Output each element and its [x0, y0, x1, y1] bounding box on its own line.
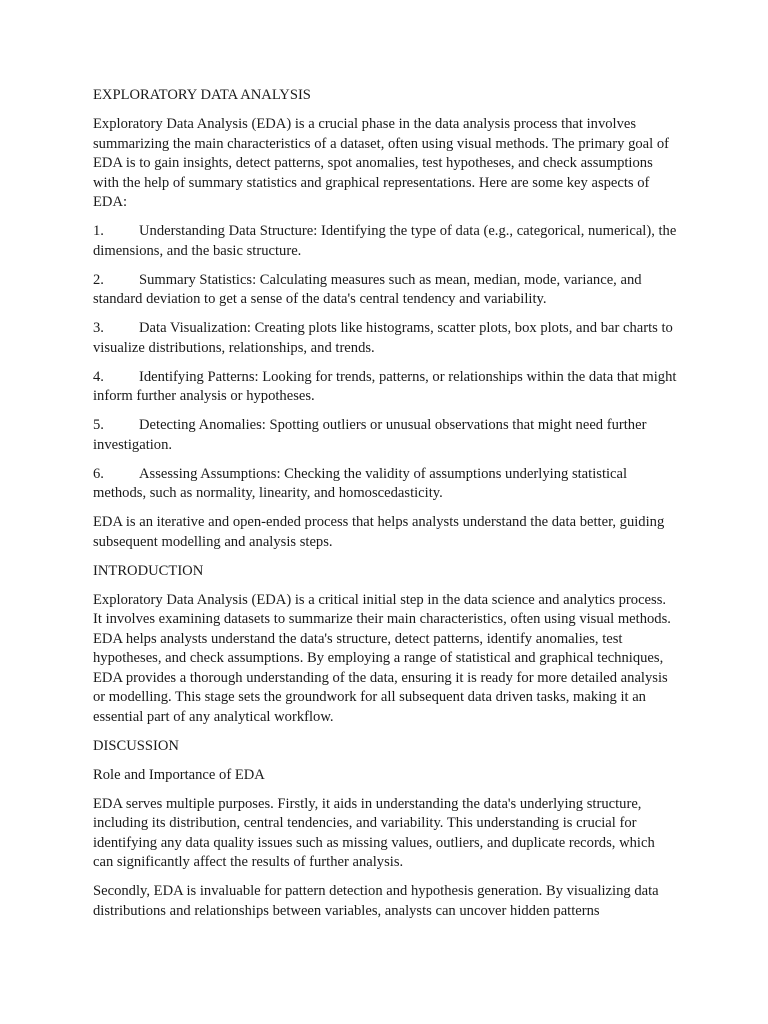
- aspect-text: Identifying Patterns: Looking for trends, patterns, or relationships within the data that might inform further analysis or hypotheses.: [93, 368, 677, 404]
- role-paragraph: Secondly, EDA is invaluable for pattern detection and hypothesis generation. By visualizing data distributions and relationships between variables, analysts can uncover hidden patterns: [93, 883, 659, 919]
- aspect-text: Summary Statistics: Calculating measures such as mean, median, mode, variance, and standard deviation to get a sense of the data's central tendency and variability.: [93, 271, 642, 307]
- discussion-heading: DISCUSSION: [93, 737, 179, 754]
- aspect-list-item: [93, 271, 678, 310]
- document-title: EXPLORATORY DATA ANALYSIS: [93, 87, 311, 103]
- aspect-list-item: [93, 222, 678, 261]
- aspect-number: 4.: [93, 368, 104, 385]
- aspect-number: 6.: [93, 465, 104, 482]
- aspect-number: 3.: [93, 320, 104, 336]
- aspect-text: Data Visualization: Creating plots like histograms, scatter plots, box plots, and bar charts to visualize distributions, relationships, and trends.: [93, 320, 673, 356]
- aspect-number: 1.: [93, 223, 104, 239]
- aspect-number: 5.: [93, 417, 104, 433]
- role-heading: Role and Importance of EDA: [93, 766, 265, 783]
- introduction-heading: INTRODUCTION: [93, 562, 204, 579]
- intro-paragraph: Exploratory Data Analysis (EDA) is a crucial phase in the data analysis process that involves summarizing the main characteristics of a dataset, often using visual methods. The primary goal of EDA is to gain insights, detect patterns, spot anomalies, test hypotheses, and check assumptions with the help of summary statistics and graphical representations. Here are some key aspects of EDA:: [93, 116, 670, 210]
- aspect-list-item: [93, 368, 678, 407]
- aspect-list-item: [93, 416, 678, 455]
- document-page: [93, 86, 678, 931]
- aspect-list-item: [93, 319, 678, 358]
- role-paragraph: EDA serves multiple purposes. Firstly, it aids in understanding the data's underlying structure, including its distribution, central tendencies, and variability. This understanding is crucial for identifying any data quality issues such as missing values, outliers, and duplicate records, which can significantly affect the results of further analysis.: [93, 795, 655, 870]
- introduction-paragraph: Exploratory Data Analysis (EDA) is a critical initial step in the data science and analytics process. It involves examining datasets to summarize their main characteristics, often using visual methods. EDA helps analysts understand the data's structure, detect patterns, identify anomalies, test hypotheses, and check assumptions. By employing a range of statistical and graphical techniques, EDA provides a thorough understanding of the data, ensuring it is ready for more detailed analysis or modelling. This stage sets the groundwork for all subsequent data driven tasks, making it an essential part of any analytical workflow.: [93, 591, 671, 725]
- aspect-text: Understanding Data Structure: Identifying the type of data (e.g., categorical, numerical), the dimensions, and the basic structure.: [93, 223, 677, 259]
- closing-paragraph: EDA is an iterative and open-ended process that helps analysts understand the data better, guiding subsequent modelling and analysis steps.: [93, 514, 665, 550]
- aspect-list-item: [93, 465, 678, 504]
- aspect-text: Detecting Anomalies: Spotting outliers or unusual observations that might need further investigation.: [93, 417, 647, 453]
- aspect-number: 2.: [93, 271, 104, 288]
- aspect-text: Assessing Assumptions: Checking the validity of assumptions underlying statistical methods, such as normality, linearity, and homoscedasticity.: [93, 465, 628, 501]
